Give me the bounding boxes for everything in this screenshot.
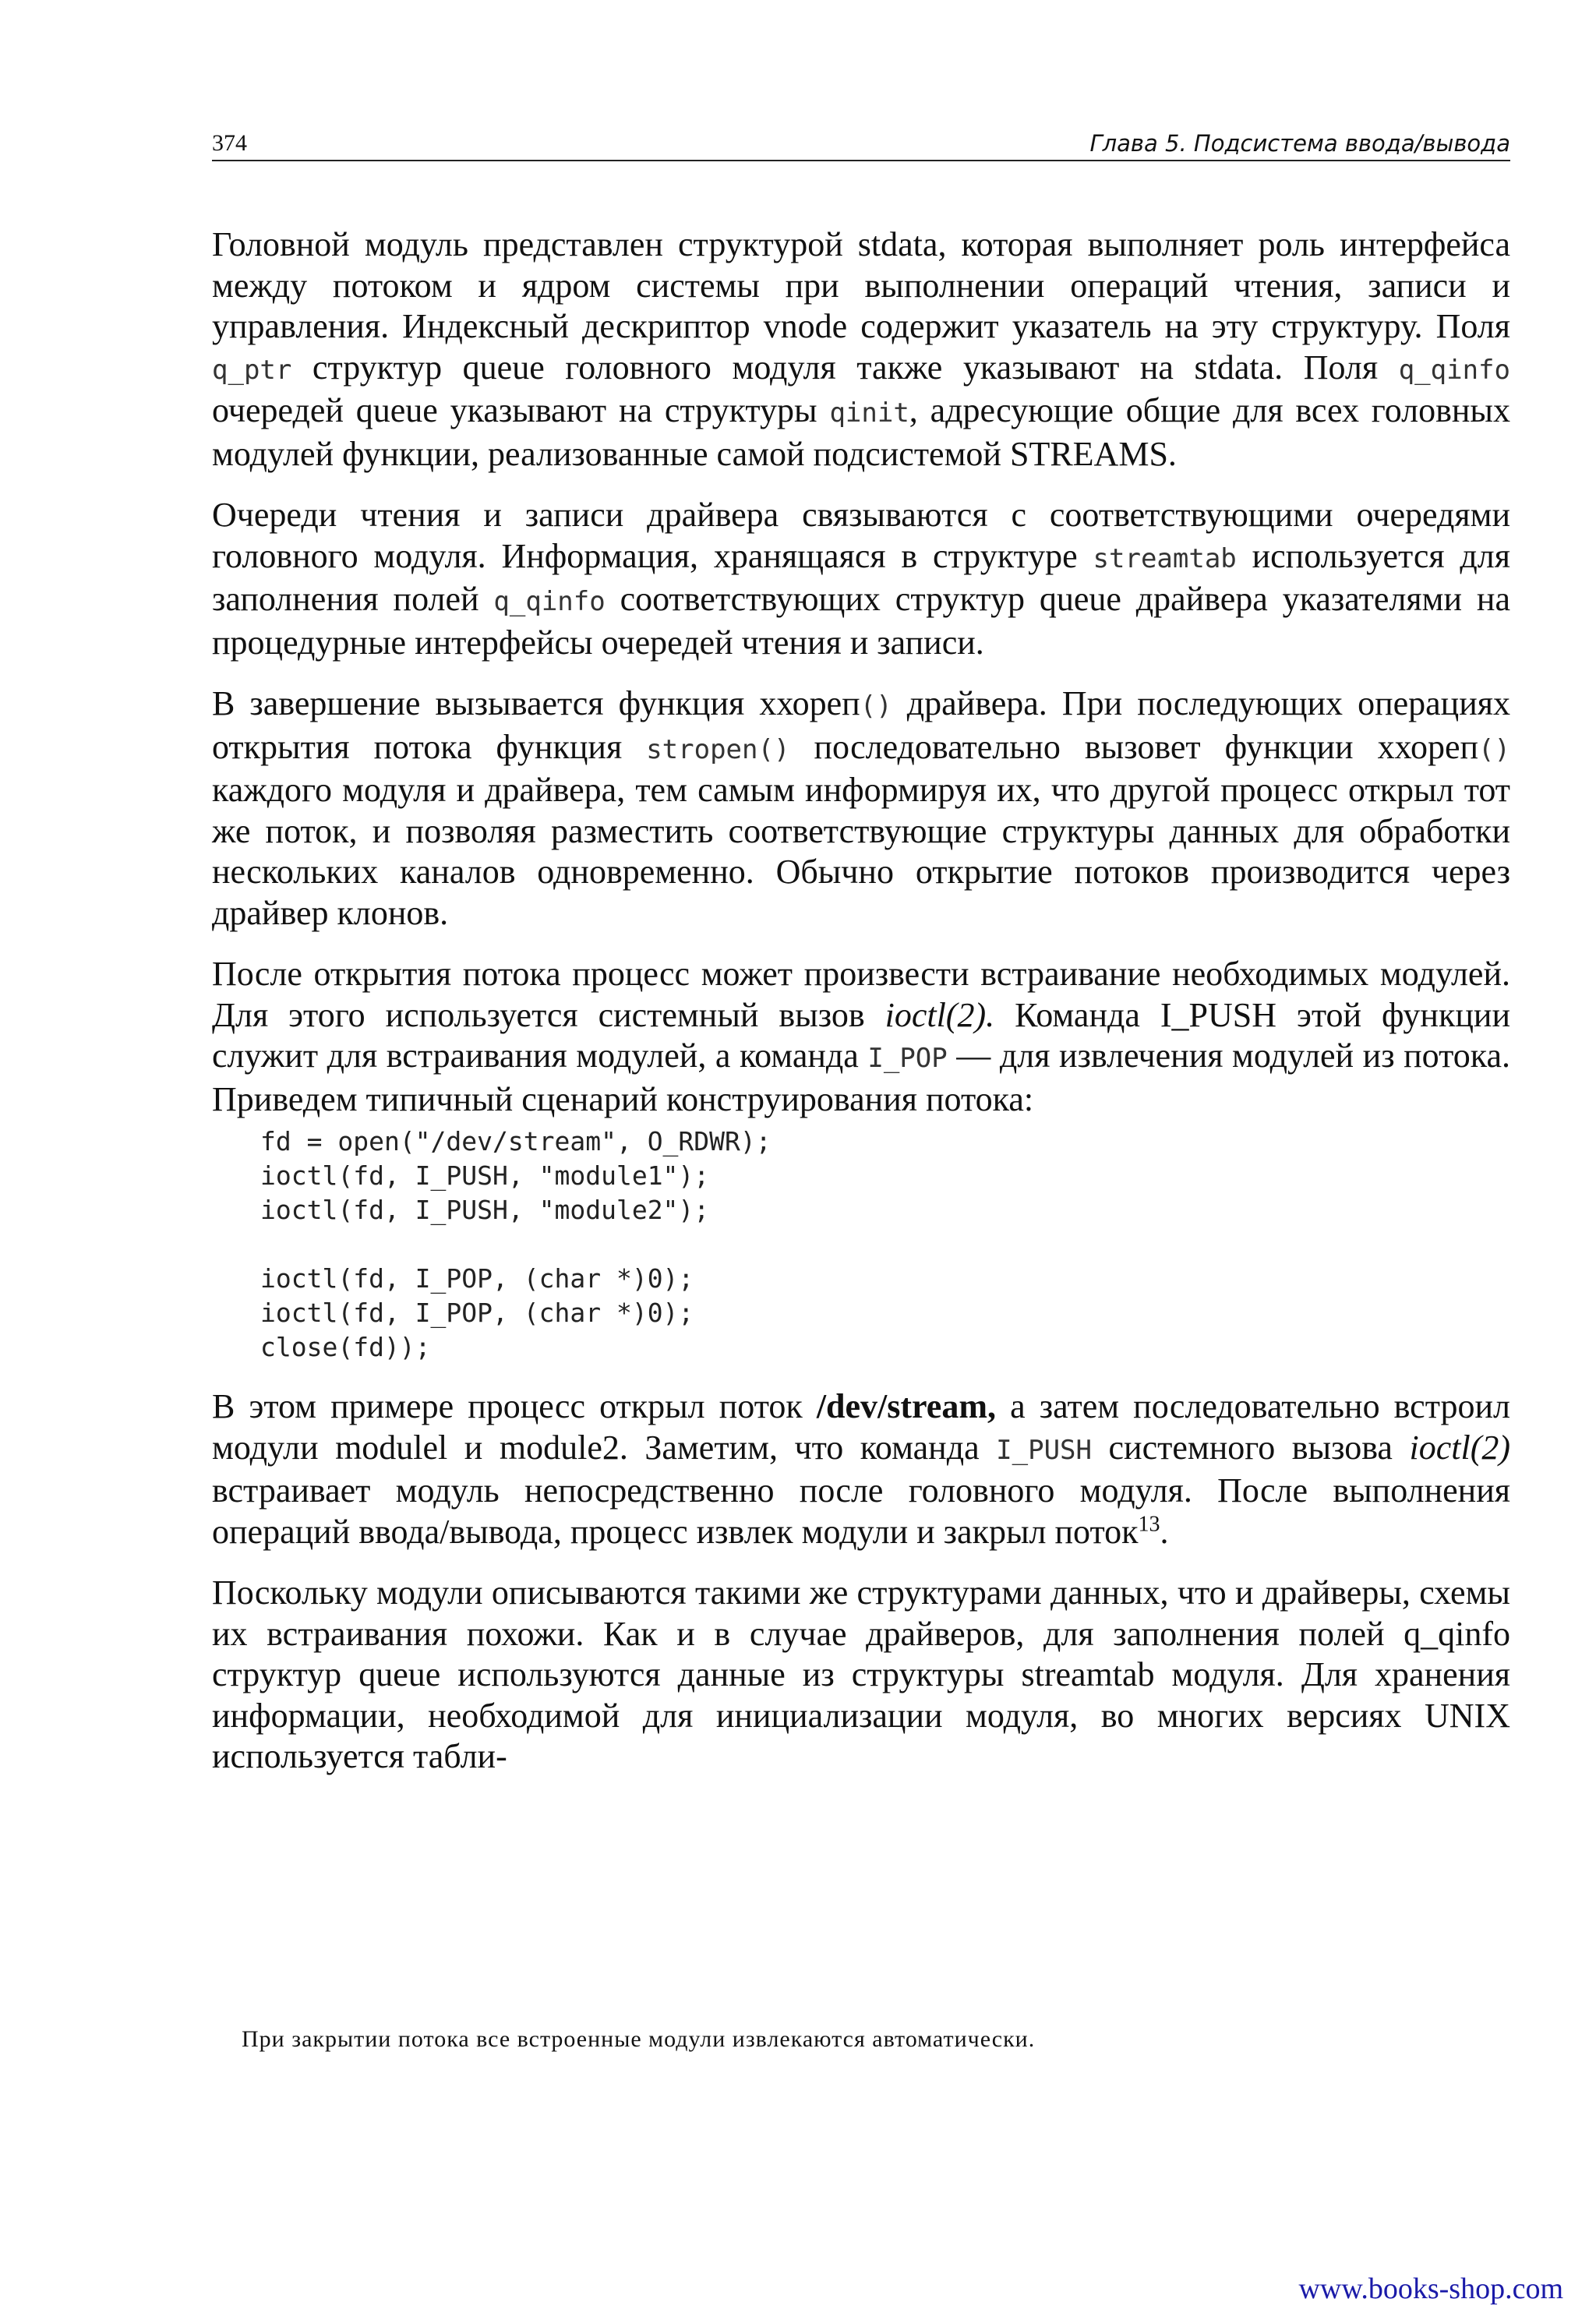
bold-term: /dev/stream, — [816, 1387, 996, 1425]
code-term: qinit — [829, 397, 909, 429]
footnote: При закрытии потока все встроенные модули извлекаются автоматически. — [242, 2026, 1036, 2052]
text-run: Очереди чтения и записи драйвера связываются с соответствующими очередями головного модуля. Информация, хранящаяся в структуре — [212, 496, 1510, 575]
text-run: встраивает модуль непосредственно после головного модуля. После выполнения операций ввода/вывода, процесс извлек модули и закрыл поток — [212, 1471, 1510, 1551]
paragraph-1 — [212, 224, 1510, 475]
text-run: каждого модуля и драйвера, тем самым информируя их, что другой процесс открыл тот же поток, и позволяя разместить соответствующие структуры данных для обработки нескольких каналов одновременно. Обычно открытие потоков производится через драйвер клонов. — [212, 771, 1510, 932]
code-term: q_qinfo — [493, 586, 606, 617]
text-run: В этом примере процесс открыл поток — [212, 1387, 817, 1425]
text-run: структур queue головного модуля также указывают на stdata. Поля — [291, 348, 1399, 387]
text-run: Головной модуль представлен структурой stdata, которая выполняет роль интерфейса между потоком и ядром системы при выполнении операций чтения, записи и управления. Индексный дескриптор vnode содержит указатель на эту структуру. Поля — [212, 225, 1510, 345]
footnote-marker: 13 — [1138, 1511, 1160, 1536]
text-run: а затем последовательно встроил модули modulel и module2. Заметим, что команда — [212, 1387, 1510, 1467]
paragraph-6 — [212, 1573, 1510, 1778]
text-run: последовательно вызовет функции ххореп — [789, 727, 1479, 766]
text-run: драйвера. При последующих операциях открытия потока функция — [212, 684, 1510, 766]
code-term: streamtab — [1093, 542, 1237, 574]
site-watermark: www.books-shop.com — [1298, 2272, 1563, 2305]
body-text — [212, 224, 1510, 1798]
code-term: q_ptr — [212, 354, 292, 386]
code-term: stropen() — [646, 733, 790, 765]
running-title: Глава 5. Подсистема ввода/вывода — [1089, 130, 1510, 157]
text-run: В завершение вызывается функция ххореп — [212, 684, 860, 722]
italic-term: ioctl(2) — [1409, 1428, 1510, 1467]
text-run: После открытия потока процесс может произвести встраивание необходимых модулей. Для этого используется системный вызов — [212, 955, 1510, 1034]
code-blank-line — [260, 1227, 1510, 1262]
text-run: Команда I_PUSH этой функции служит для встраивания модулей, а команда — [212, 995, 1510, 1075]
code-line: ioctl(fd, I_PUSH, "module2"); — [260, 1195, 710, 1225]
paragraph-3 — [212, 683, 1510, 934]
code-term: I_PUSH — [996, 1434, 1092, 1466]
code-listing — [260, 1125, 1510, 1365]
code-line: ioctl(fd, I_POP, (char *)0); — [260, 1263, 694, 1294]
text-run: . — [1160, 1512, 1169, 1551]
page-header — [212, 129, 1510, 161]
text-run: очередей queue указывают на структуры — [212, 391, 830, 429]
paragraph-4 — [212, 954, 1510, 1120]
code-line: ioctl(fd, I_POP, (char *)0); — [260, 1298, 694, 1328]
code-line: ioctl(fd, I_PUSH, "module1"); — [260, 1160, 710, 1191]
text-run: соответствующих структур queue драйвера указателями на процедурные интерфейсы очередей чтения и записи. — [212, 580, 1510, 662]
text-run: , адресующие общие для всех головных модулей функции, реализованные самой подсистемой STREAMS. — [212, 391, 1510, 473]
text-run: — для извлечения модулей из потока. Приведем типичный сценарий конструирования потока: — [212, 1036, 1510, 1118]
text-run: системного вызова — [1092, 1428, 1410, 1467]
code-line: fd = open("/dev/stream", O_RDWR); — [260, 1126, 772, 1157]
code-term: () — [860, 690, 892, 722]
text-run: используется для заполнения полей — [212, 536, 1510, 618]
page-number: 374 — [212, 130, 247, 156]
paragraph-5 — [212, 1386, 1510, 1552]
italic-term: ioctl(2). — [885, 995, 995, 1034]
code-term: q_qinfo — [1398, 354, 1510, 386]
code-line: close(fd)); — [260, 1332, 431, 1362]
code-term: () — [1478, 733, 1510, 765]
paragraph-2 — [212, 495, 1510, 663]
code-term: I_POP — [867, 1043, 948, 1074]
text-run: Поскольку модули описываются такими же структурами данных, что и драйверы, схемы их встраивания похожи. Как и в случае драйверов, для заполнения полей q_qinfo структур queue используются данные из структуры streamtab модуля. Для хранения информации, необходимой для инициализации модуля, во многих версиях UNIX используется табли- — [212, 1573, 1510, 1775]
